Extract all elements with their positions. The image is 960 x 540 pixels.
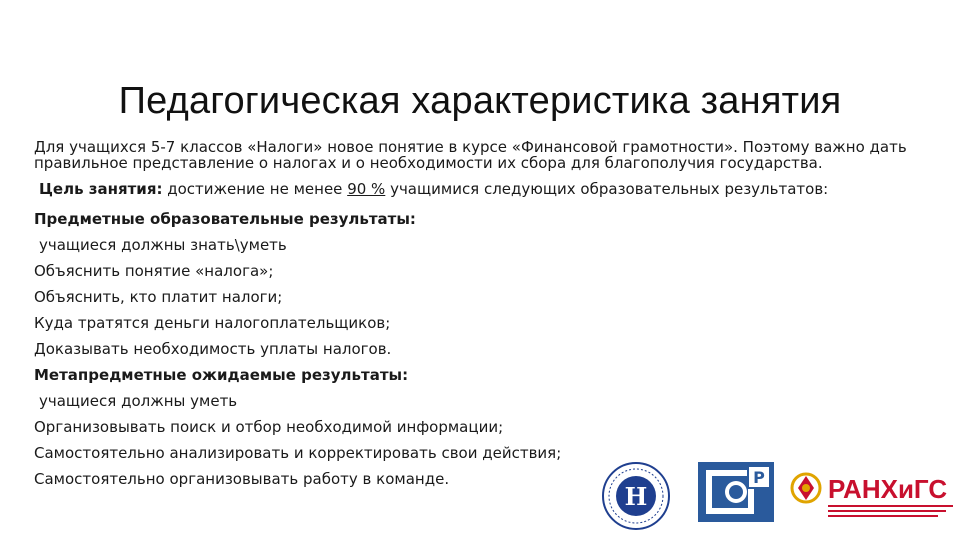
goal-text-after: учащимися следующих образовательных результатов: — [385, 180, 829, 198]
ranepa-wordmark: РАНХиГС — [828, 474, 948, 504]
subject-result-item: Куда тратятся деньги налогоплательщиков; — [34, 314, 391, 332]
subject-result-item: Объяснить понятие «налога»; — [34, 262, 274, 280]
ranepa-logo — [788, 460, 958, 530]
goal-percent: 90 % — [347, 180, 386, 198]
goal-line — [34, 180, 934, 198]
subject-results-heading: Предметные образовательные результаты: — [34, 210, 416, 228]
meta-results-heading: Метапредметные ожидаемые результаты: — [34, 366, 409, 384]
subject-result-item: Доказывать необходимость уплаты налогов. — [34, 340, 392, 358]
hse-glyph: Н — [624, 482, 648, 511]
hse-logo — [600, 460, 672, 530]
subject-results-lead: учащиеся должны знать\уметь — [39, 236, 287, 254]
meta-results-lead: учащиеся должны уметь — [39, 392, 238, 410]
goal-label: Цель занятия: — [39, 180, 163, 198]
finance-glyph: Р — [753, 468, 765, 487]
slide-title: Педагогическая характеристика занятия — [118, 80, 842, 122]
meta-result-item: Самостоятельно анализировать и корректировать свои действия; — [34, 444, 562, 462]
intro-paragraph: Для учащихся 5-7 классов «Налоги» новое понятие в курсе «Финансовой грамотности». Поэтому важно дать правильное представление о налогах и о необходимости их сбора для благополучия государства. — [34, 138, 907, 172]
subject-result-item: Объяснить, кто платит налоги; — [34, 288, 283, 306]
meta-result-item: Самостоятельно организовывать работу в команде. — [34, 470, 450, 488]
meta-result-item: Организовывать поиск и отбор необходимой информации; — [34, 418, 504, 436]
finance-literacy-logo — [698, 460, 774, 530]
slide-body — [34, 139, 934, 492]
goal-text-before: достижение не менее — [162, 180, 348, 198]
